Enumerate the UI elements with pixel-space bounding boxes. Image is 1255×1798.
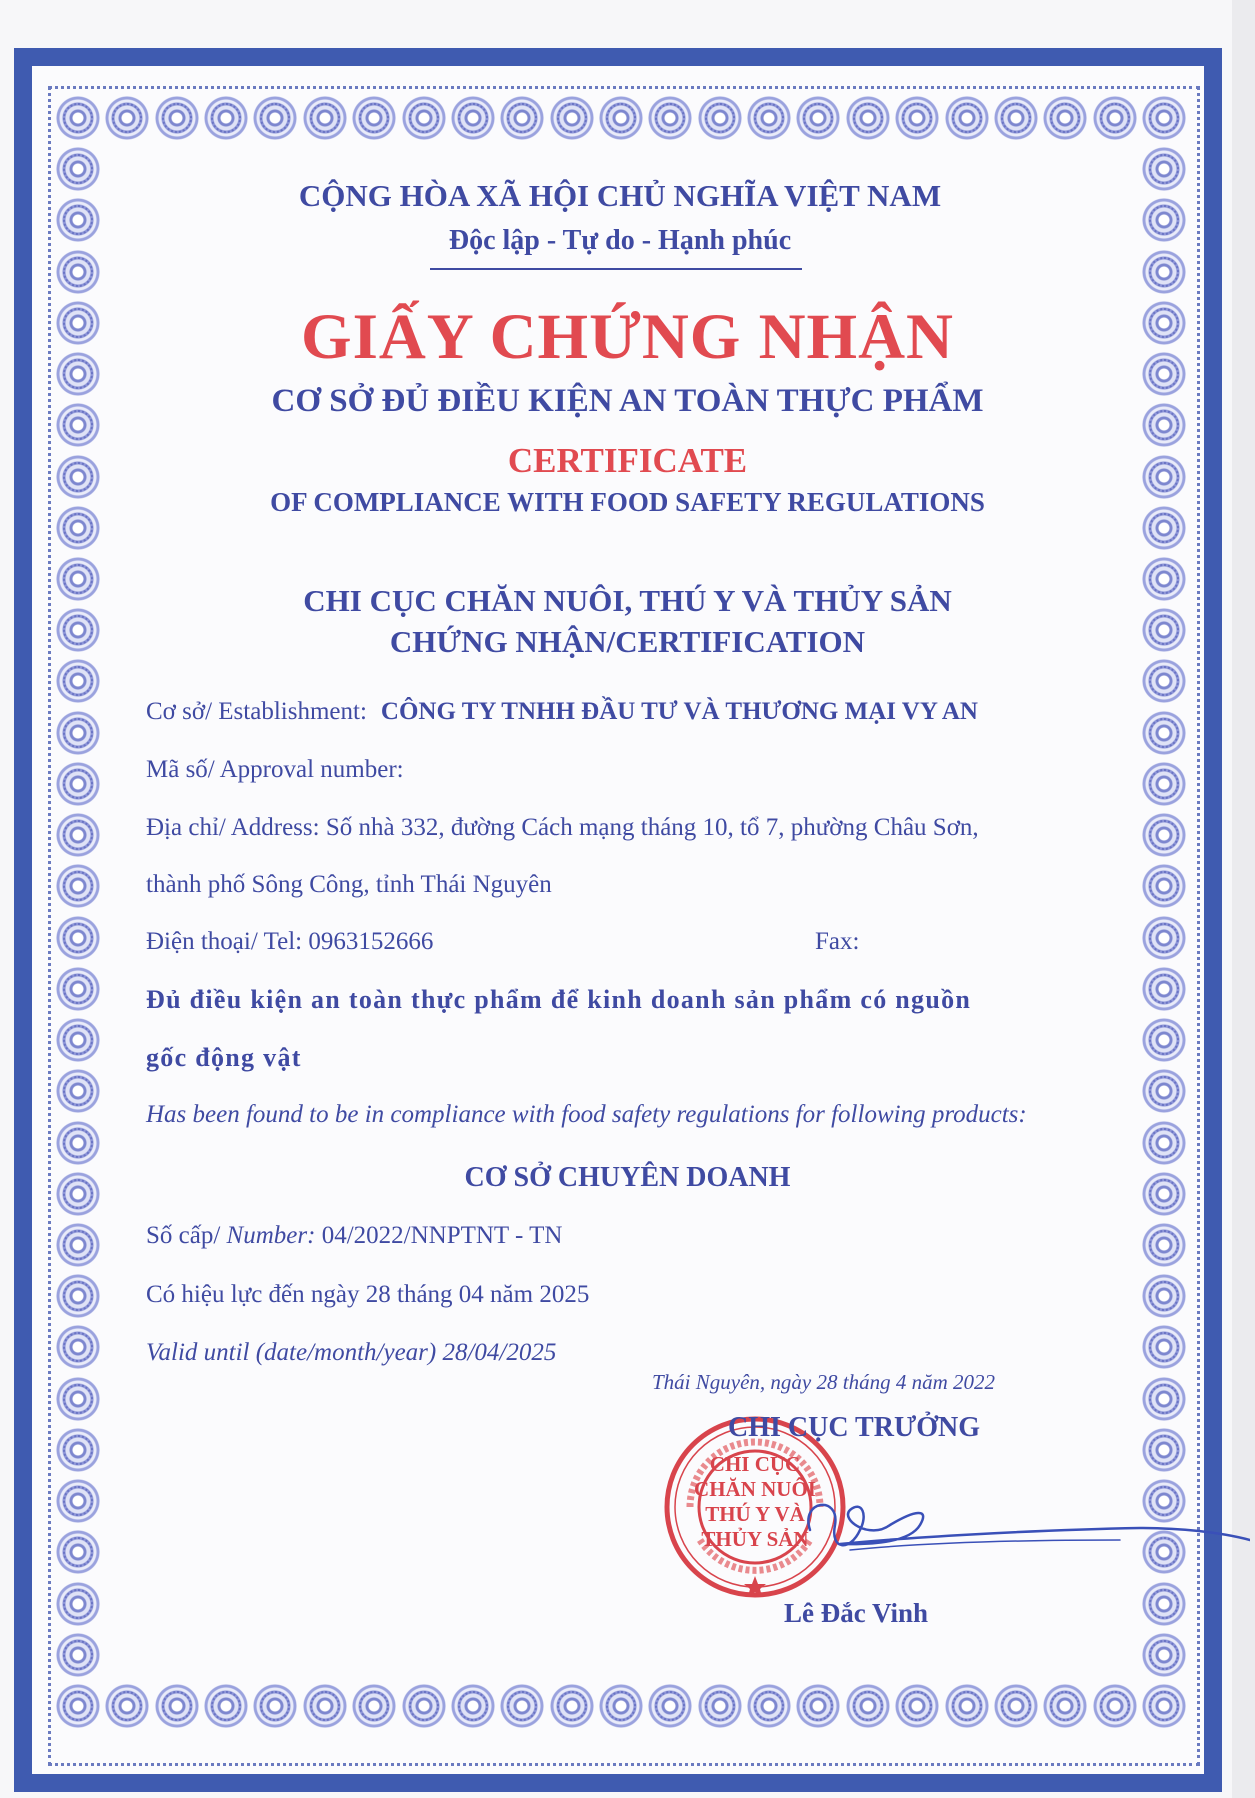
establishment-value: CÔNG TY TNHH ĐẦU TƯ VÀ THƯƠNG MẠI VY AN [380, 698, 978, 725]
stamp-line-1: CHI CỤC [709, 1452, 801, 1476]
stamp-line-3: THÚ Y VÀ [705, 1502, 805, 1526]
certificate-title-en: CERTIFICATE [507, 441, 748, 480]
certificate-subtitle-vn: CƠ SỞ ĐỦ ĐIỀU KIỆN AN TOÀN THỰC PHẨM [271, 383, 984, 419]
telephone: Điện thoại/ Tel: 0963152666 [146, 928, 434, 955]
certification-label: CHỨNG NHẬN/CERTIFICATION [389, 624, 866, 659]
statement-vn-line-1: Đủ điều kiện an toàn thực phẩm để kinh doanh sản phẩm có nguồn [146, 985, 972, 1014]
certificate-title-vn: GIẤY CHỨNG NHẬN [301, 301, 954, 373]
approval-number-label: Mã số/ Approval number: [146, 756, 404, 783]
establishment-label: Cơ sở/ Establishment: [146, 698, 367, 725]
address-line-1: Địa chỉ/ Address: Số nhà 332, đường Cách mạng tháng 10, tổ 7, phường Châu Sơn, [146, 814, 979, 841]
valid-until-en: Valid until (date/month/year) 28/04/2025 [146, 1339, 557, 1366]
country-name: CỘNG HÒA XÃ HỘI CHỦ NGHĨA VIỆT NAM [298, 178, 942, 213]
fax-label: Fax: [815, 928, 860, 955]
valid-until-vn: Có hiệu lực đến ngày 28 tháng 04 năm 2025 [146, 1281, 590, 1308]
certificate-number-row [146, 1222, 562, 1250]
place-and-date: Thái Nguyên, ngày 28 tháng 4 năm 2022 [652, 1370, 995, 1394]
certificate-subtitle-en: OF COMPLIANCE WITH FOOD SAFETY REGULATIONS [270, 487, 985, 517]
business-type: CƠ SỞ CHUYÊN DOANH [464, 1162, 791, 1193]
address-line-2: thành phố Sông Công, tỉnh Thái Nguyên [146, 871, 552, 898]
motto-underline [430, 268, 802, 270]
issuing-agency: CHI CỤC CHĂN NUÔI, THÚ Y VÀ THỦY SẢN [303, 583, 952, 618]
establishment-row [146, 698, 978, 726]
statement-vn-line-2: gốc động vật [146, 1043, 302, 1072]
number-label-en: Number: [226, 1222, 316, 1249]
number-label-vn: Số cấp/ [146, 1222, 221, 1249]
handwritten-signature-icon [780, 1470, 1250, 1580]
signatory-title: CHI CỤC TRƯỞNG [728, 1412, 981, 1443]
stamp-line-4: THỦY SẢN [701, 1527, 809, 1551]
number-value: 04/2022/NNPTNT - TN [321, 1222, 563, 1249]
national-motto: Độc lập - Tự do - Hạnh phúc [448, 225, 792, 256]
stamp-line-2: CHĂN NUÔI [694, 1477, 816, 1501]
statement-en: Has been found to be in compliance with food safety regulations for following products: [146, 1101, 1027, 1128]
signatory-name: Lê Đắc Vinh [784, 1598, 929, 1628]
